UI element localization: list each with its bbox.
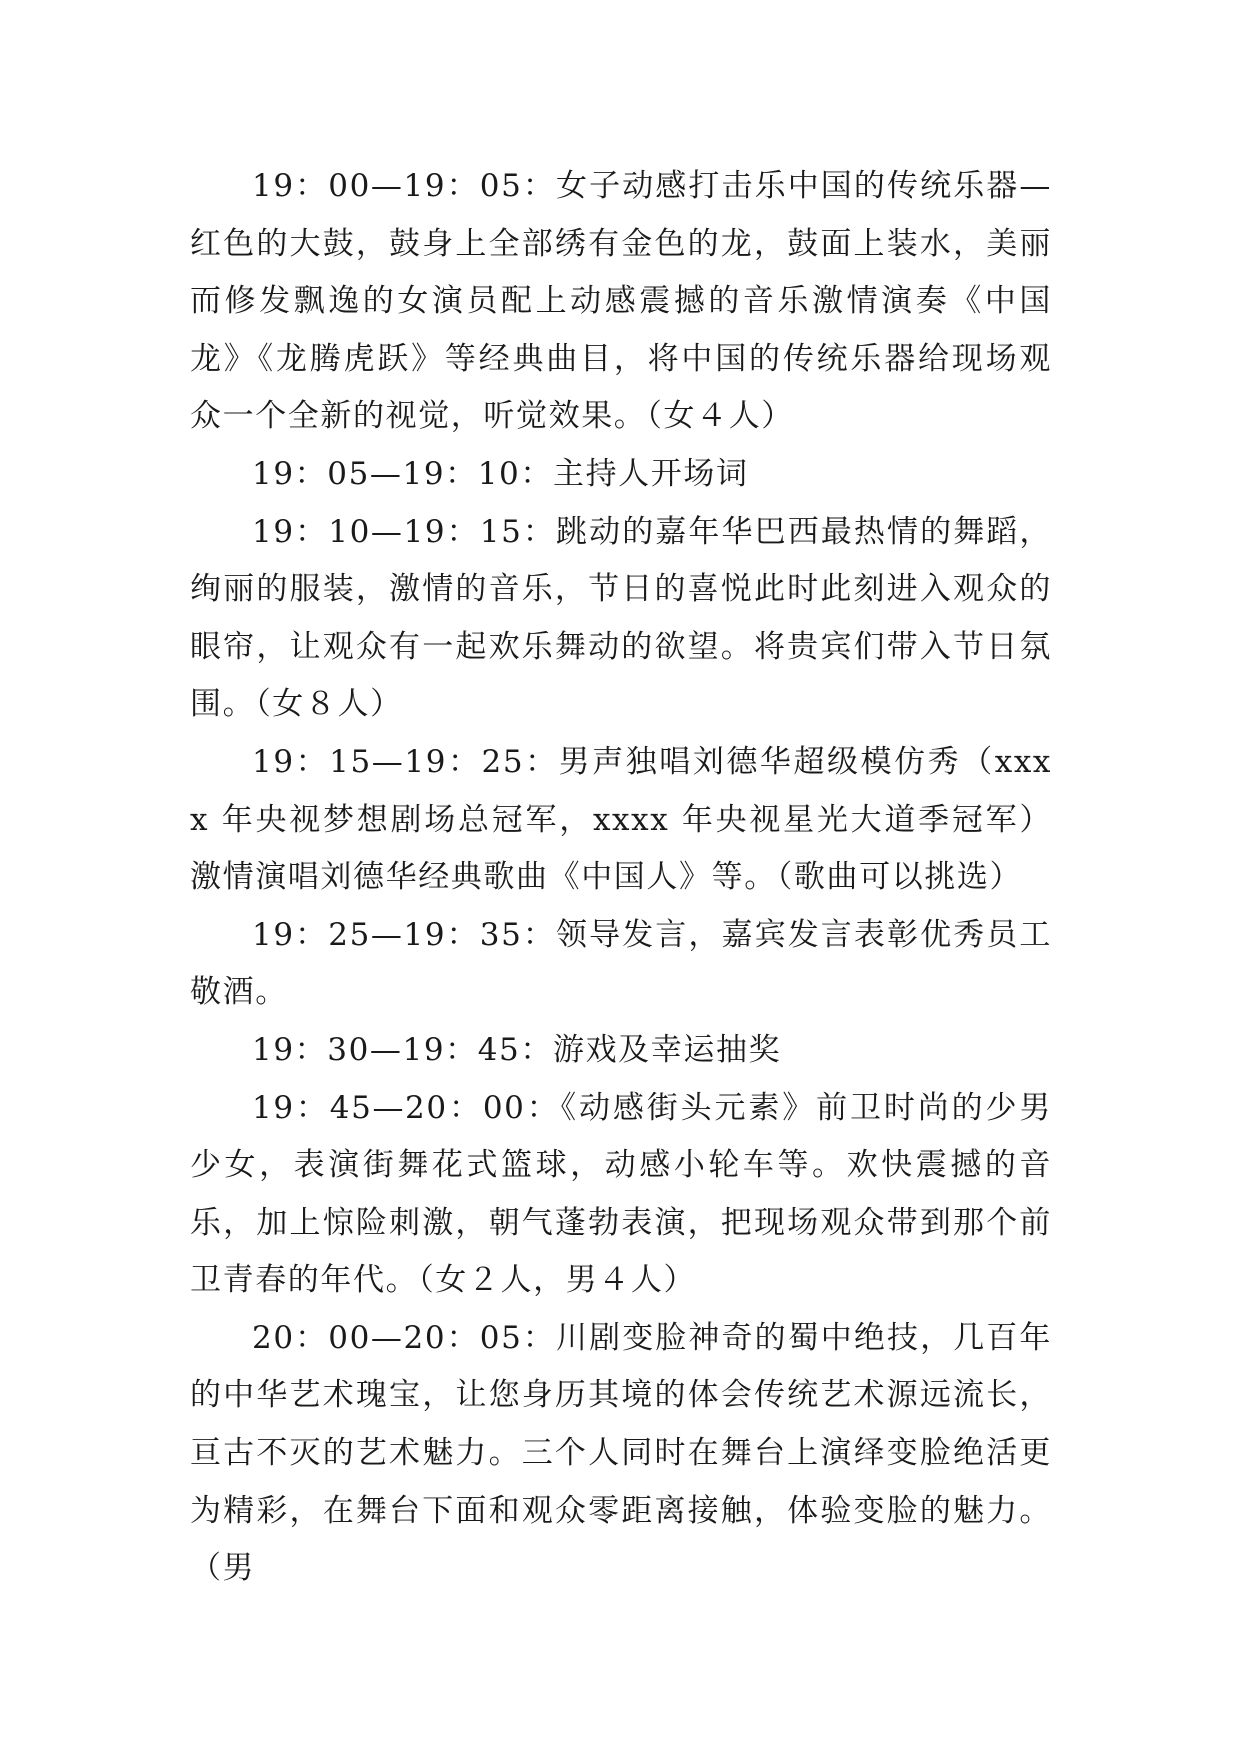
program-item-2: 19：05—19：10：主持人开场词 — [252, 455, 749, 492]
program-item-1: 19：00—19：05：女子动感打击乐中国的传统乐器—红色的大鼓，鼓身上全部绣有金色的龙，鼓面上装水，美丽而修发飘逸的女演员配上动感震撼的音乐激情演奏《中国龙》《龙腾虎跃》等经典曲目，将中国的传统乐器给现场观众一个全新的视觉，听觉效果。（女４人） — [190, 168, 1052, 435]
program-item-7: 19：45—20：00：《动感街头元素》前卫时尚的少男少女，表演街舞花式篮球，动感小轮车等。欢快震撼的音乐，加上惊险刺激，朝气蓬勃表演，把现场观众带到那个前卫青春的年代。（女２人，男４人） — [190, 1089, 1052, 1299]
program-item-6: 19：30—19：45：游戏及幸运抽奖 — [252, 1031, 782, 1068]
program-item-4: 19：15—19：25：男声独唱刘德华超级模仿秀（xxxx 年央视梦想剧场总冠军，xxxx 年央视星光大道季冠军）激情演唱刘德华经典歌曲《中国人》等。（歌曲可以挑选） — [190, 743, 1052, 896]
program-item-8: 20：00—20：05：川剧变脸神奇的蜀中绝技，几百年的中华艺术瑰宝，让您身历其境的体会传统艺术源远流长，亘古不灭的艺术魅力。三个人同时在舞台上演绎变脸绝活更为精彩，在舞台下面和观众零距离接触，体验变脸的魅力。（男 — [190, 1319, 1052, 1587]
program-item-5: 19：25—19：35：领导发言，嘉宾发言表彰优秀员工敬酒。 — [190, 916, 1052, 1011]
program-item-3: 19：10—19：15：跳动的嘉年华巴西最热情的舞蹈，绚丽的服装，激情的音乐，节日的喜悦此时此刻进入观众的眼帘，让观众有一起欢乐舞动的欲望。将贵宾们带入节日氛围。（女８人） — [190, 513, 1052, 723]
document-body — [190, 158, 1052, 1598]
